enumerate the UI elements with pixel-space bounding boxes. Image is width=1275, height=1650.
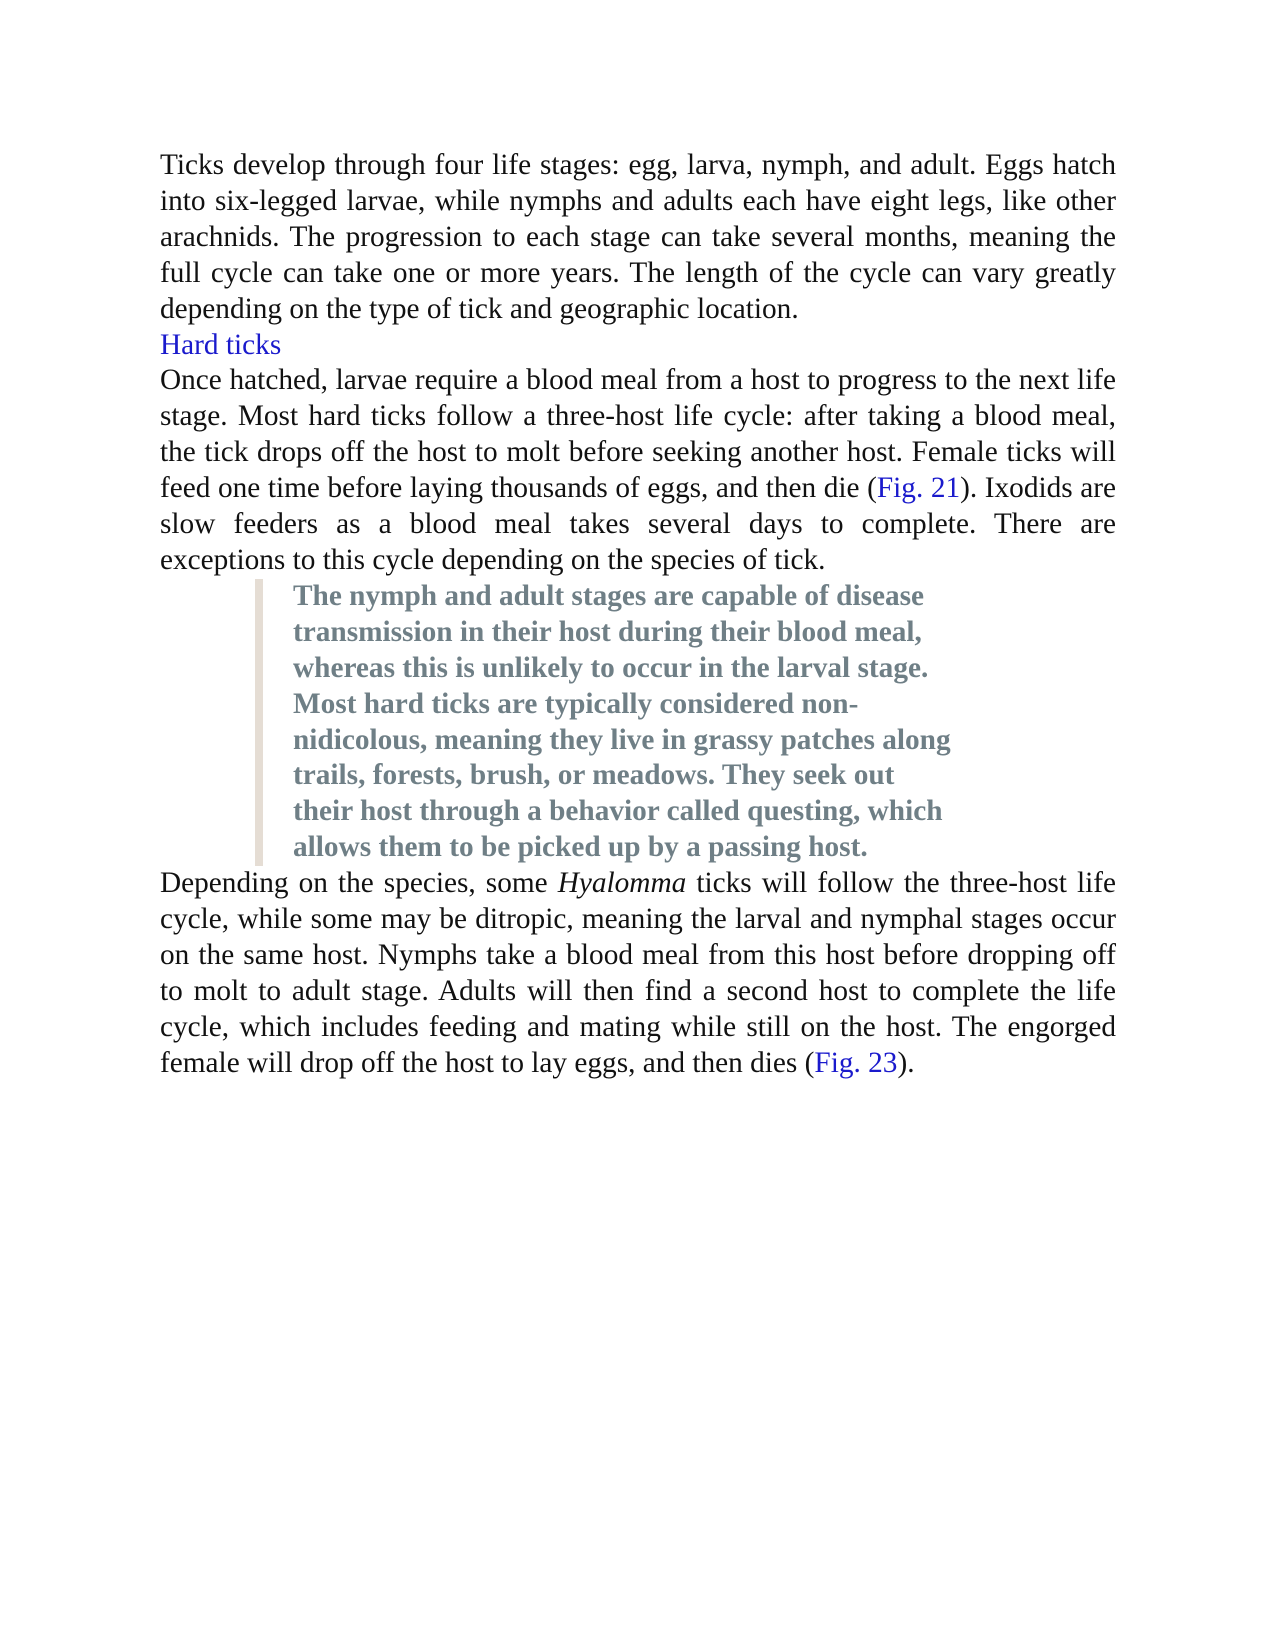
hard-ticks-paragraph <box>160 363 1116 578</box>
document-page <box>160 148 1116 1082</box>
paragraph-text: ). Ixodids are slow feeders as a blood meal takes several days to complete. There are exceptions to this cycle depending on the species of tick. <box>160 472 1116 576</box>
callout-text-questing: Most hard ticks are typically considered non-nidicolous, meaning they live in grassy patches along trails, forests, brush, or meadows. They seek out their host through a behavior called questing, which allows them to be picked up by a passing host. <box>293 687 951 864</box>
fig-21-link[interactable]: Fig. 21 <box>876 472 961 505</box>
paragraph-text: ticks will follow the three-host life cycle, while some may be ditropic, meaning the larval and nymphal stages occur on the same host. Nymphs take a blood meal from this host before dropping off to molt to adult stage. Adults will then find a second host to complete the life cycle, which includes feeding and mating while still on the host. The engorged female will drop off the host to lay eggs, and then dies ( <box>160 867 1116 1079</box>
species-name-italic: Hyalomma <box>557 867 687 900</box>
fig-23-link[interactable]: Fig. 23 <box>814 1046 898 1079</box>
paragraph-text: Depending on the species, some <box>160 867 558 900</box>
section-heading-hard-ticks: Hard ticks <box>160 328 282 361</box>
callout-box <box>255 579 961 866</box>
hyalomma-paragraph <box>160 866 1116 1081</box>
intro-paragraph: Ticks develop through four life stages: egg, larva, nymph, and adult. Eggs hatch into six-legged larvae, while nymphs and adults each have eight legs, like other arachnids. The progression to each stage can take several months, meaning the full cycle can take one or more years. The length of the cycle can vary greatly depending on the type of tick and geographic location. <box>160 149 1116 325</box>
callout-text-disease-transmission: The nymph and adult stages are capable of disease transmission in their host during their blood meal, whereas this is unlikely to occur in the larval stage. <box>293 579 929 684</box>
paragraph-text: Once hatched, larvae require a blood meal from a host to progress to the next life stage. Most hard ticks follow a three-host life cycle: after taking a blood meal, the tick drops off the host to molt before seeking another host. Female ticks will feed one time before laying thousands of eggs, and then die ( <box>160 364 1116 505</box>
paragraph-text: ). <box>897 1046 915 1079</box>
